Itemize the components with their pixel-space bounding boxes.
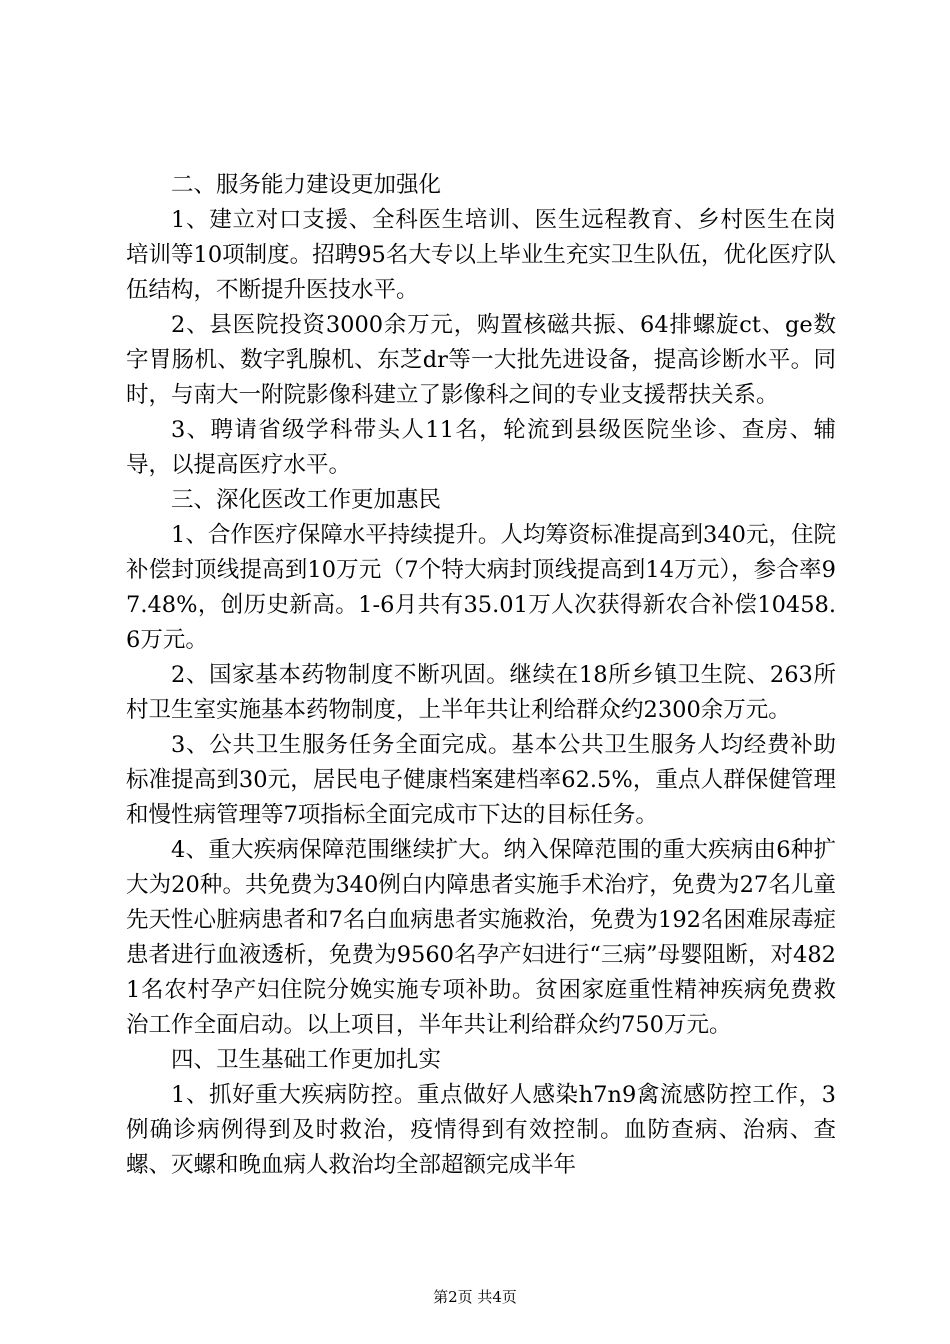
page-number-footer: 第2页 共4页: [433, 1288, 517, 1306]
paragraph: 2、国家基本药物制度不断巩固。继续在18所乡镇卫生院、263所村卫生室实施基本药物制度，上半年共让利给群众约2300余万元。: [126, 662, 836, 723]
section-heading-4: 四、卫生基础工作更加扎实: [171, 1047, 442, 1073]
paragraph: 2、县医院投资3000余万元，购置核磁共振、64排螺旋ct、ge数字胃肠机、数字乳腺机、东芝dr等一大批先进设备，提高诊断水平。同时，与南大一附院影像科建立了影像科之间的专业支援帮扶关系。: [126, 312, 836, 408]
paragraph: 1、合作医疗保障水平持续提升。人均筹资标准提高到340元，住院补偿封顶线提高到10万元（7个特大病封顶线提高到14万元），参合率97.48%，创历史新高。1-6月共有35.01万人次获得新农合补偿10458.6万元。: [126, 522, 836, 653]
paragraph: 4、重大疾病保障范围继续扩大。纳入保障范围的重大疾病由6种扩大为20种。共免费为340例白内障患者实施手术治疗，免费为27名儿童先天性心脏病患者和7名白血病患者实施救治，免费为192名困难尿毒症患者进行血液透析，免费为9560名孕产妇进行“三病”母婴阻断，对4821名农村孕产妇住院分娩实施专项补助。贫困家庭重性精神疾病免费救治工作全面启动。以上项目，半年共让利给群众约750万元。: [126, 837, 836, 1038]
document-body: [126, 168, 836, 1183]
section-heading-3: 三、深化医改工作更加惠民: [171, 487, 442, 513]
paragraph: 1、抓好重大疾病防控。重点做好人感染h7n9禽流感防控工作，3例确诊病例得到及时救治，疫情得到有效控制。血防查病、治病、查螺、灭螺和晚血病人救治均全部超额完成半年: [126, 1082, 836, 1178]
paragraph: 3、公共卫生服务任务全面完成。基本公共卫生服务人均经费补助标准提高到30元，居民电子健康档案建档率62.5%，重点人群保健管理和慢性病管理等7项指标全面完成市下达的目标任务。: [126, 732, 836, 828]
section-heading-2: 二、服务能力建设更加强化: [171, 172, 442, 198]
paragraph: 3、聘请省级学科带头人11名，轮流到县级医院坐诊、查房、辅导，以提高医疗水平。: [126, 417, 836, 478]
paragraph: 1、建立对口支援、全科医生培训、医生远程教育、乡村医生在岗培训等10项制度。招聘95名大专以上毕业生充实卫生队伍，优化医疗队伍结构，不断提升医技水平。: [126, 207, 836, 303]
